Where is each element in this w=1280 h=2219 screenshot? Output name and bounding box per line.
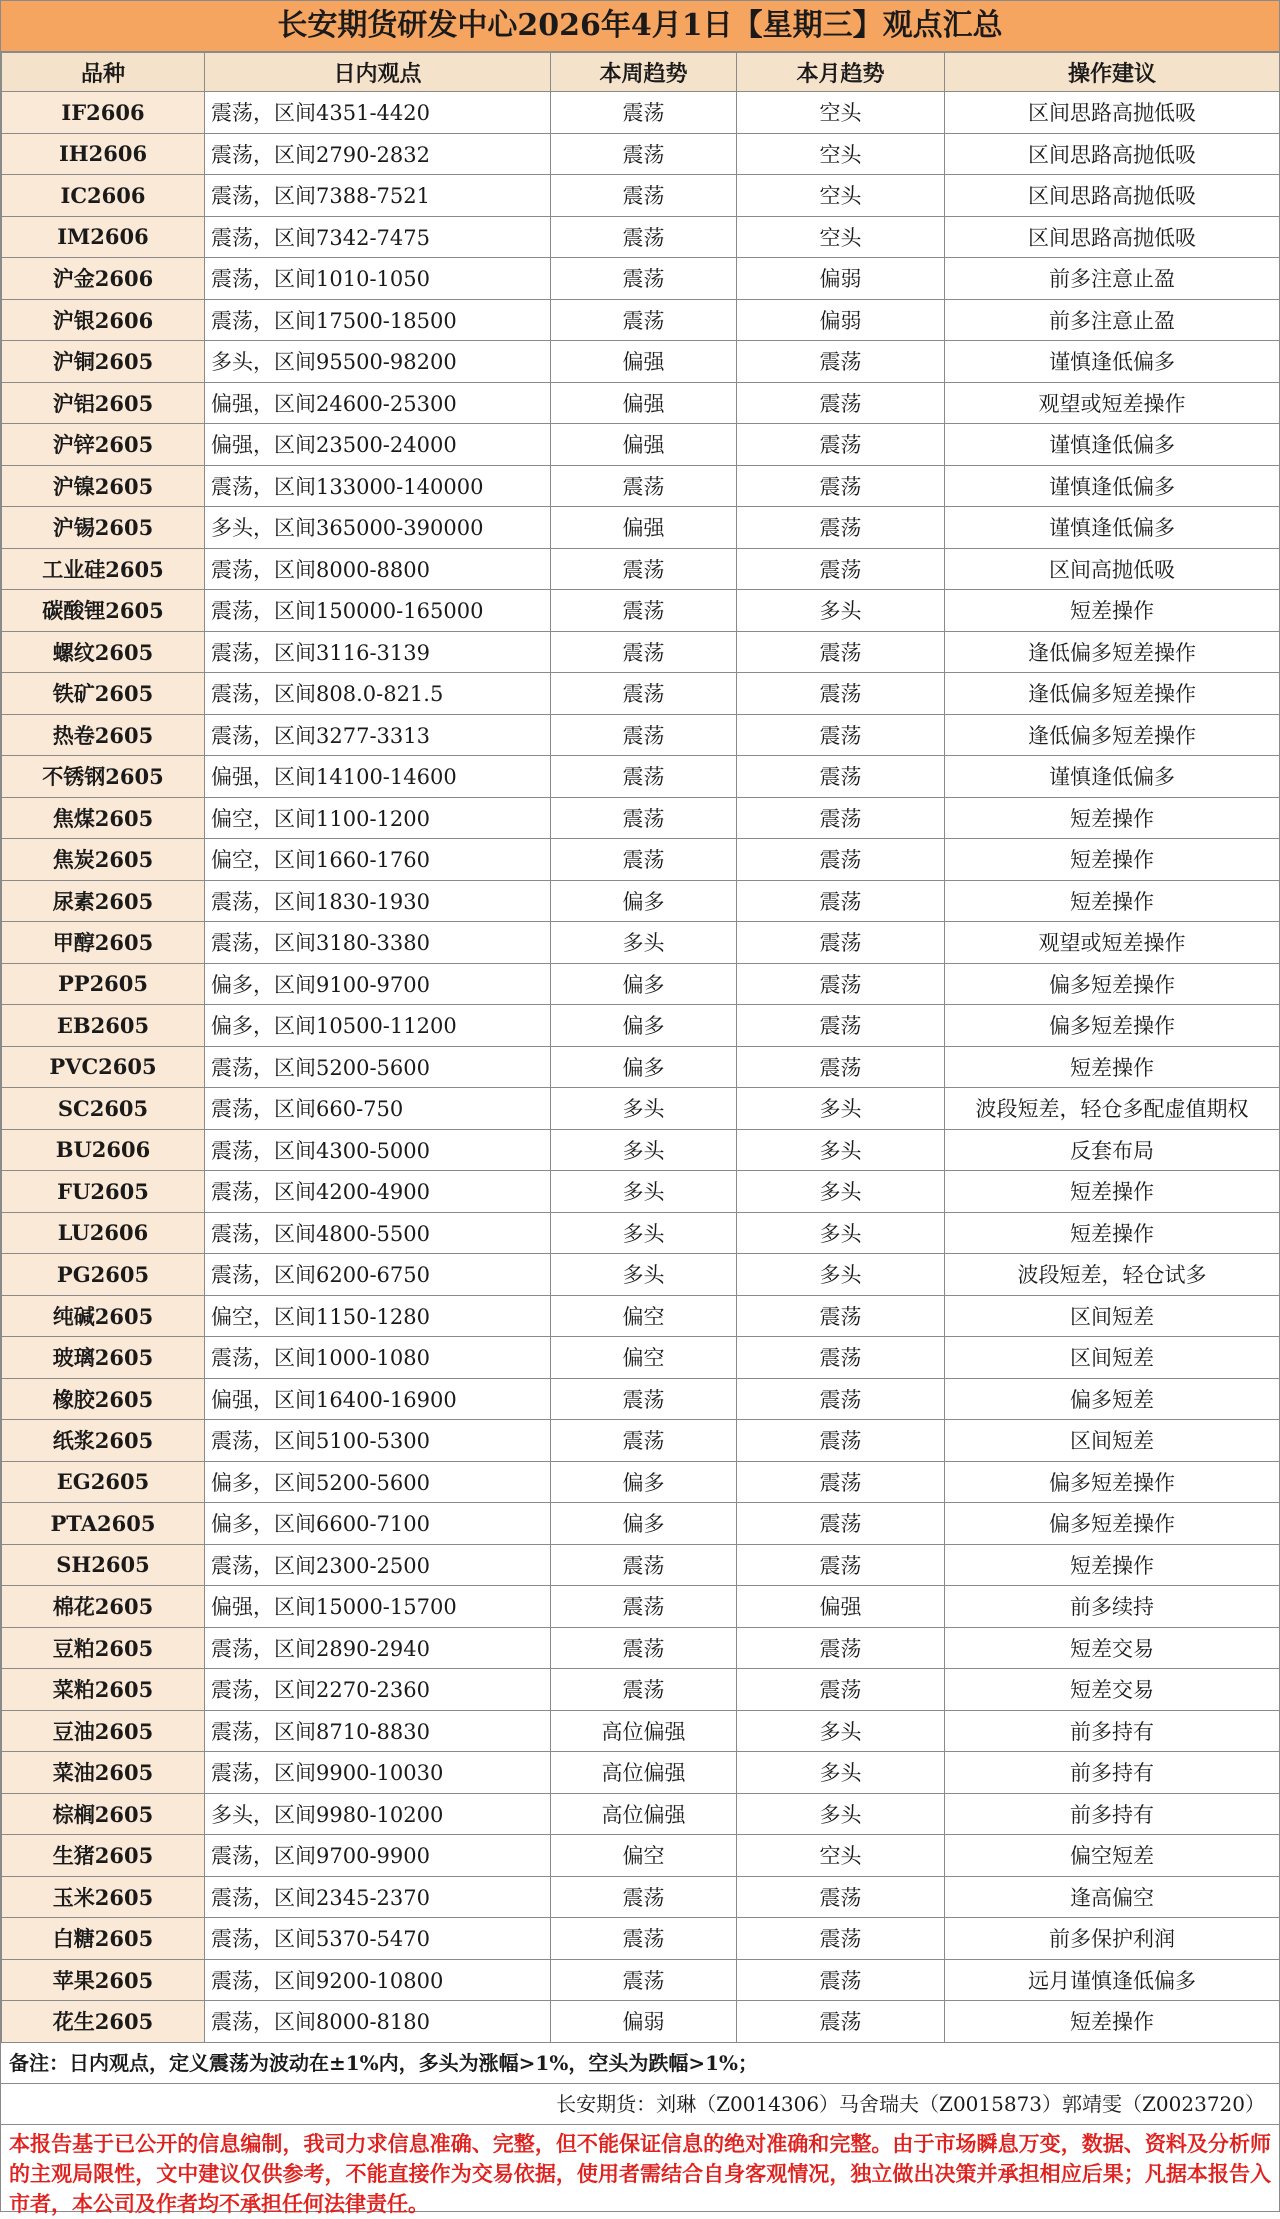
intraday-view-cell: 震荡，区间1830-1930 <box>205 880 551 922</box>
table-row <box>2 1503 1280 1545</box>
advice-cell: 短差操作 <box>945 590 1280 632</box>
weekly-trend-cell: 震荡 <box>551 1876 737 1918</box>
table-row <box>2 92 1280 134</box>
monthly-trend-cell: 空头 <box>737 216 945 258</box>
variety-cell: 尿素2605 <box>2 880 205 922</box>
table-row <box>2 839 1280 881</box>
variety-cell: 沪铝2605 <box>2 382 205 424</box>
table-row <box>2 1420 1280 1462</box>
intraday-view-cell: 震荡，区间150000-165000 <box>205 590 551 632</box>
monthly-trend-cell: 震荡 <box>737 424 945 466</box>
intraday-view-cell: 震荡，区间2345-2370 <box>205 1876 551 1918</box>
variety-cell: IM2606 <box>2 216 205 258</box>
intraday-view-cell: 震荡，区间3277-3313 <box>205 714 551 756</box>
table-row <box>2 1005 1280 1047</box>
variety-cell: 纯碱2605 <box>2 1295 205 1337</box>
monthly-trend-cell: 震荡 <box>737 1669 945 1711</box>
intraday-view-cell: 多头，区间365000-390000 <box>205 507 551 549</box>
variety-cell: 菜粕2605 <box>2 1669 205 1711</box>
advice-cell: 逢低偏多短差操作 <box>945 631 1280 673</box>
views-table <box>1 52 1280 2043</box>
intraday-view-cell: 震荡，区间9900-10030 <box>205 1752 551 1794</box>
weekly-trend-cell: 高位偏强 <box>551 1793 737 1835</box>
table-row <box>2 1212 1280 1254</box>
intraday-view-cell: 震荡，区间3180-3380 <box>205 922 551 964</box>
monthly-trend-cell: 震荡 <box>737 1503 945 1545</box>
table-row <box>2 1586 1280 1628</box>
weekly-trend-cell: 偏强 <box>551 341 737 383</box>
advice-cell: 远月谨慎逢低偏多 <box>945 1959 1280 2001</box>
variety-cell: 沪镍2605 <box>2 465 205 507</box>
intraday-view-cell: 震荡，区间9700-9900 <box>205 1835 551 1877</box>
table-body <box>2 92 1280 2043</box>
monthly-trend-cell: 震荡 <box>737 382 945 424</box>
weekly-trend-cell: 多头 <box>551 922 737 964</box>
table-row <box>2 2001 1280 2043</box>
intraday-view-cell: 震荡，区间5370-5470 <box>205 1918 551 1960</box>
notes: 备注：日内观点，定义震荡为波动在±1%内，多头为涨幅>1%，空头为跌幅>1%； <box>1 2043 1279 2084</box>
monthly-trend-cell: 多头 <box>737 1212 945 1254</box>
weekly-trend-cell: 高位偏强 <box>551 1752 737 1794</box>
monthly-trend-cell: 震荡 <box>737 880 945 922</box>
intraday-view-cell: 震荡，区间9200-10800 <box>205 1959 551 2001</box>
weekly-trend-cell: 偏空 <box>551 1835 737 1877</box>
table-row <box>2 673 1280 715</box>
weekly-trend-cell: 震荡 <box>551 1627 737 1669</box>
weekly-trend-cell: 震荡 <box>551 1544 737 1586</box>
monthly-trend-cell: 震荡 <box>737 963 945 1005</box>
advice-cell: 短差操作 <box>945 1212 1280 1254</box>
variety-cell: BU2606 <box>2 1129 205 1171</box>
monthly-trend-cell: 震荡 <box>737 1378 945 1420</box>
weekly-trend-cell: 震荡 <box>551 797 737 839</box>
table-row <box>2 465 1280 507</box>
table-row <box>2 1710 1280 1752</box>
variety-cell: 碳酸锂2605 <box>2 590 205 632</box>
advice-cell: 区间短差 <box>945 1295 1280 1337</box>
intraday-view-cell: 偏多，区间6600-7100 <box>205 1503 551 1545</box>
header-operation-advice: 操作建议 <box>945 53 1280 92</box>
table-row <box>2 714 1280 756</box>
advice-cell: 区间思路高抛低吸 <box>945 92 1280 134</box>
intraday-view-cell: 震荡，区间1010-1050 <box>205 258 551 300</box>
monthly-trend-cell: 震荡 <box>737 922 945 964</box>
table-row <box>2 175 1280 217</box>
weekly-trend-cell: 偏强 <box>551 507 737 549</box>
intraday-view-cell: 多头，区间95500-98200 <box>205 341 551 383</box>
advice-cell: 波段短差，轻仓试多 <box>945 1254 1280 1296</box>
advice-cell: 短差操作 <box>945 797 1280 839</box>
table-row <box>2 258 1280 300</box>
monthly-trend-cell: 多头 <box>737 1129 945 1171</box>
weekly-trend-cell: 偏强 <box>551 382 737 424</box>
variety-cell: 玻璃2605 <box>2 1337 205 1379</box>
intraday-view-cell: 震荡，区间5100-5300 <box>205 1420 551 1462</box>
weekly-trend-cell: 震荡 <box>551 1669 737 1711</box>
weekly-trend-cell: 偏多 <box>551 1046 737 1088</box>
variety-cell: PTA2605 <box>2 1503 205 1545</box>
table-row <box>2 424 1280 466</box>
intraday-view-cell: 偏空，区间1660-1760 <box>205 839 551 881</box>
weekly-trend-cell: 震荡 <box>551 133 737 175</box>
table-header-row <box>2 53 1280 92</box>
variety-cell: 棕榈2605 <box>2 1793 205 1835</box>
monthly-trend-cell: 震荡 <box>737 1959 945 2001</box>
monthly-trend-cell: 震荡 <box>737 631 945 673</box>
advice-cell: 区间高抛低吸 <box>945 548 1280 590</box>
advice-cell: 偏多短差操作 <box>945 1005 1280 1047</box>
table-row <box>2 216 1280 258</box>
monthly-trend-cell: 空头 <box>737 175 945 217</box>
weekly-trend-cell: 震荡 <box>551 1420 737 1462</box>
variety-cell: 纸浆2605 <box>2 1420 205 1462</box>
intraday-view-cell: 偏强，区间23500-24000 <box>205 424 551 466</box>
variety-cell: 工业硅2605 <box>2 548 205 590</box>
header-weekly-trend: 本周趋势 <box>551 53 737 92</box>
variety-cell: IH2606 <box>2 133 205 175</box>
intraday-view-cell: 偏空，区间1100-1200 <box>205 797 551 839</box>
weekly-trend-cell: 震荡 <box>551 839 737 881</box>
table-row <box>2 341 1280 383</box>
intraday-view-cell: 震荡，区间6200-6750 <box>205 1254 551 1296</box>
advice-cell: 谨慎逢低偏多 <box>945 465 1280 507</box>
advice-cell: 短差操作 <box>945 880 1280 922</box>
advice-cell: 区间短差 <box>945 1420 1280 1462</box>
table-row <box>2 590 1280 632</box>
advice-cell: 偏多短差 <box>945 1378 1280 1420</box>
intraday-view-cell: 偏空，区间1150-1280 <box>205 1295 551 1337</box>
monthly-trend-cell: 震荡 <box>737 673 945 715</box>
intraday-view-cell: 震荡，区间8000-8180 <box>205 2001 551 2043</box>
variety-cell: IC2606 <box>2 175 205 217</box>
monthly-trend-cell: 震荡 <box>737 548 945 590</box>
intraday-view-cell: 震荡，区间808.0-821.5 <box>205 673 551 715</box>
weekly-trend-cell: 震荡 <box>551 1378 737 1420</box>
weekly-trend-cell: 震荡 <box>551 1959 737 2001</box>
advice-cell: 观望或短差操作 <box>945 382 1280 424</box>
table-row <box>2 1046 1280 1088</box>
variety-cell: 沪铜2605 <box>2 341 205 383</box>
intraday-view-cell: 震荡，区间17500-18500 <box>205 299 551 341</box>
table-row <box>2 1129 1280 1171</box>
table-row <box>2 1337 1280 1379</box>
monthly-trend-cell: 震荡 <box>737 1337 945 1379</box>
variety-cell: PP2605 <box>2 963 205 1005</box>
weekly-trend-cell: 震荡 <box>551 299 737 341</box>
monthly-trend-cell: 多头 <box>737 1254 945 1296</box>
monthly-trend-cell: 空头 <box>737 92 945 134</box>
advice-cell: 前多持有 <box>945 1793 1280 1835</box>
monthly-trend-cell: 震荡 <box>737 756 945 798</box>
variety-cell: 菜油2605 <box>2 1752 205 1794</box>
table-row <box>2 1835 1280 1877</box>
monthly-trend-cell: 震荡 <box>737 1461 945 1503</box>
weekly-trend-cell: 偏空 <box>551 1337 737 1379</box>
advice-cell: 前多持有 <box>945 1752 1280 1794</box>
intraday-view-cell: 震荡，区间1000-1080 <box>205 1337 551 1379</box>
advice-cell: 区间短差 <box>945 1337 1280 1379</box>
intraday-view-cell: 震荡，区间5200-5600 <box>205 1046 551 1088</box>
intraday-view-cell: 偏强，区间16400-16900 <box>205 1378 551 1420</box>
advice-cell: 前多注意止盈 <box>945 299 1280 341</box>
weekly-trend-cell: 震荡 <box>551 673 737 715</box>
intraday-view-cell: 震荡，区间2300-2500 <box>205 1544 551 1586</box>
monthly-trend-cell: 震荡 <box>737 1918 945 1960</box>
variety-cell: 螺纹2605 <box>2 631 205 673</box>
weekly-trend-cell: 多头 <box>551 1171 737 1213</box>
monthly-trend-cell: 震荡 <box>737 797 945 839</box>
weekly-trend-cell: 偏强 <box>551 424 737 466</box>
monthly-trend-cell: 震荡 <box>737 1046 945 1088</box>
variety-cell: 焦煤2605 <box>2 797 205 839</box>
intraday-view-cell: 震荡，区间2790-2832 <box>205 133 551 175</box>
variety-cell: 甲醇2605 <box>2 922 205 964</box>
variety-cell: 热卷2605 <box>2 714 205 756</box>
table-row <box>2 1793 1280 1835</box>
weekly-trend-cell: 震荡 <box>551 590 737 632</box>
weekly-trend-cell: 偏多 <box>551 1461 737 1503</box>
table-row <box>2 1461 1280 1503</box>
weekly-trend-cell: 震荡 <box>551 756 737 798</box>
header-variety: 品种 <box>2 53 205 92</box>
advice-cell: 短差操作 <box>945 839 1280 881</box>
advice-cell: 谨慎逢低偏多 <box>945 424 1280 466</box>
disclaimer: 本报告基于已公开的信息编制，我司力求信息准确、完整，但不能保证信息的绝对准确和完整。由于市场瞬息万变，数据、资料及分析师的主观局限性，文中建议仅供参考，不能直接作为交易依据，使用者需结合自身客观情况，独立做出决策并承担相应后果；凡据本报告入市者，本公司及作者均不承担任何法律责任。 <box>9 2130 1271 2216</box>
advice-cell: 偏空短差 <box>945 1835 1280 1877</box>
intraday-view-cell: 震荡，区间4200-4900 <box>205 1171 551 1213</box>
variety-cell: FU2605 <box>2 1171 205 1213</box>
intraday-view-cell: 震荡，区间7388-7521 <box>205 175 551 217</box>
advice-cell: 观望或短差操作 <box>945 922 1280 964</box>
variety-cell: 沪锡2605 <box>2 507 205 549</box>
monthly-trend-cell: 多头 <box>737 590 945 632</box>
variety-cell: 铁矿2605 <box>2 673 205 715</box>
header-monthly-trend: 本月趋势 <box>737 53 945 92</box>
intraday-view-cell: 震荡，区间4800-5500 <box>205 1212 551 1254</box>
weekly-trend-cell: 震荡 <box>551 216 737 258</box>
monthly-trend-cell: 震荡 <box>737 2001 945 2043</box>
variety-cell: SH2605 <box>2 1544 205 1586</box>
variety-cell: PVC2605 <box>2 1046 205 1088</box>
monthly-trend-cell: 多头 <box>737 1793 945 1835</box>
variety-cell: 花生2605 <box>2 2001 205 2043</box>
intraday-view-cell: 偏多，区间5200-5600 <box>205 1461 551 1503</box>
variety-cell: 苹果2605 <box>2 1959 205 2001</box>
weekly-trend-cell: 多头 <box>551 1254 737 1296</box>
monthly-trend-cell: 偏强 <box>737 1586 945 1628</box>
intraday-view-cell: 震荡，区间7342-7475 <box>205 216 551 258</box>
advice-cell: 短差操作 <box>945 1046 1280 1088</box>
variety-cell: 豆油2605 <box>2 1710 205 1752</box>
weekly-trend-cell: 偏弱 <box>551 2001 737 2043</box>
table-row <box>2 631 1280 673</box>
monthly-trend-cell: 震荡 <box>737 714 945 756</box>
intraday-view-cell: 震荡，区间2890-2940 <box>205 1627 551 1669</box>
monthly-trend-cell: 震荡 <box>737 1544 945 1586</box>
table-row <box>2 963 1280 1005</box>
monthly-trend-cell: 震荡 <box>737 465 945 507</box>
intraday-view-cell: 震荡，区间8000-8800 <box>205 548 551 590</box>
advice-cell: 逢高偏空 <box>945 1876 1280 1918</box>
monthly-trend-cell: 震荡 <box>737 1295 945 1337</box>
advice-cell: 逢低偏多短差操作 <box>945 673 1280 715</box>
table-row <box>2 1378 1280 1420</box>
table-row <box>2 880 1280 922</box>
monthly-trend-cell: 震荡 <box>737 341 945 383</box>
monthly-trend-cell: 多头 <box>737 1088 945 1130</box>
variety-cell: LU2606 <box>2 1212 205 1254</box>
variety-cell: 白糖2605 <box>2 1918 205 1960</box>
table-row <box>2 507 1280 549</box>
advice-cell: 前多保护利润 <box>945 1918 1280 1960</box>
monthly-trend-cell: 震荡 <box>737 1420 945 1462</box>
advice-cell: 短差交易 <box>945 1669 1280 1711</box>
advice-cell: 逢低偏多短差操作 <box>945 714 1280 756</box>
intraday-view-cell: 震荡，区间8710-8830 <box>205 1710 551 1752</box>
advice-cell: 区间思路高抛低吸 <box>945 216 1280 258</box>
monthly-trend-cell: 空头 <box>737 1835 945 1877</box>
weekly-trend-cell: 震荡 <box>551 1586 737 1628</box>
weekly-trend-cell: 偏多 <box>551 963 737 1005</box>
advice-cell: 区间思路高抛低吸 <box>945 175 1280 217</box>
variety-cell: 玉米2605 <box>2 1876 205 1918</box>
advice-cell: 前多注意止盈 <box>945 258 1280 300</box>
table-row <box>2 1544 1280 1586</box>
weekly-trend-cell: 震荡 <box>551 258 737 300</box>
variety-cell: SC2605 <box>2 1088 205 1130</box>
monthly-trend-cell: 空头 <box>737 133 945 175</box>
weekly-trend-cell: 震荡 <box>551 631 737 673</box>
table-row <box>2 1959 1280 2001</box>
variety-cell: IF2606 <box>2 92 205 134</box>
advice-cell: 短差操作 <box>945 1544 1280 1586</box>
weekly-trend-cell: 偏多 <box>551 880 737 922</box>
intraday-view-cell: 偏多，区间9100-9700 <box>205 963 551 1005</box>
intraday-view-cell: 震荡，区间4351-4420 <box>205 92 551 134</box>
table-row <box>2 382 1280 424</box>
monthly-trend-cell: 偏弱 <box>737 299 945 341</box>
variety-cell: 不锈钢2605 <box>2 756 205 798</box>
table-row <box>2 1254 1280 1296</box>
weekly-trend-cell: 震荡 <box>551 714 737 756</box>
intraday-view-cell: 震荡，区间660-750 <box>205 1088 551 1130</box>
variety-cell: 焦炭2605 <box>2 839 205 881</box>
advice-cell: 偏多短差操作 <box>945 1503 1280 1545</box>
monthly-trend-cell: 震荡 <box>737 1005 945 1047</box>
weekly-trend-cell: 多头 <box>551 1212 737 1254</box>
advice-cell: 前多续持 <box>945 1586 1280 1628</box>
variety-cell: PG2605 <box>2 1254 205 1296</box>
table-row <box>2 548 1280 590</box>
intraday-view-cell: 偏强，区间24600-25300 <box>205 382 551 424</box>
monthly-trend-cell: 多头 <box>737 1752 945 1794</box>
weekly-trend-cell: 震荡 <box>551 548 737 590</box>
header-intraday-view: 日内观点 <box>205 53 551 92</box>
intraday-view-cell: 偏多，区间10500-11200 <box>205 1005 551 1047</box>
monthly-trend-cell: 多头 <box>737 1710 945 1752</box>
weekly-trend-cell: 震荡 <box>551 1918 737 1960</box>
variety-cell: 沪金2606 <box>2 258 205 300</box>
weekly-trend-cell: 偏多 <box>551 1503 737 1545</box>
weekly-trend-cell: 多头 <box>551 1088 737 1130</box>
variety-cell: 沪锌2605 <box>2 424 205 466</box>
advice-cell: 前多持有 <box>945 1710 1280 1752</box>
advice-cell: 偏多短差操作 <box>945 1461 1280 1503</box>
advice-cell: 反套布局 <box>945 1129 1280 1171</box>
table-row <box>2 797 1280 839</box>
table-row <box>2 1295 1280 1337</box>
table-row <box>2 1088 1280 1130</box>
variety-cell: 橡胶2605 <box>2 1378 205 1420</box>
advice-cell: 谨慎逢低偏多 <box>945 756 1280 798</box>
table-row <box>2 1752 1280 1794</box>
variety-cell: 豆粕2605 <box>2 1627 205 1669</box>
table-row <box>2 1918 1280 1960</box>
advice-cell: 谨慎逢低偏多 <box>945 507 1280 549</box>
intraday-view-cell: 震荡，区间4300-5000 <box>205 1129 551 1171</box>
table-row <box>2 1669 1280 1711</box>
variety-cell: 沪银2606 <box>2 299 205 341</box>
table-row <box>2 1171 1280 1213</box>
intraday-view-cell: 偏强，区间14100-14600 <box>205 756 551 798</box>
variety-cell: EB2605 <box>2 1005 205 1047</box>
advice-cell: 短差操作 <box>945 1171 1280 1213</box>
weekly-trend-cell: 高位偏强 <box>551 1710 737 1752</box>
monthly-trend-cell: 震荡 <box>737 1876 945 1918</box>
variety-cell: EG2605 <box>2 1461 205 1503</box>
advice-cell: 短差交易 <box>945 1627 1280 1669</box>
monthly-trend-cell: 震荡 <box>737 507 945 549</box>
monthly-trend-cell: 震荡 <box>737 839 945 881</box>
monthly-trend-cell: 多头 <box>737 1171 945 1213</box>
weekly-trend-cell: 偏空 <box>551 1295 737 1337</box>
intraday-view-cell: 震荡，区间3116-3139 <box>205 631 551 673</box>
weekly-trend-cell: 震荡 <box>551 92 737 134</box>
advice-cell: 波段短差，轻仓多配虚值期权 <box>945 1088 1280 1130</box>
advice-cell: 区间思路高抛低吸 <box>945 133 1280 175</box>
table-row <box>2 756 1280 798</box>
report-title: 长安期货研发中心2026年4月1日【星期三】观点汇总 <box>1 1 1279 52</box>
advice-cell: 偏多短差操作 <box>945 963 1280 1005</box>
table-row <box>2 133 1280 175</box>
intraday-view-cell: 偏强，区间15000-15700 <box>205 1586 551 1628</box>
intraday-view-cell: 震荡，区间2270-2360 <box>205 1669 551 1711</box>
variety-cell: 生猪2605 <box>2 1835 205 1877</box>
advice-cell: 短差操作 <box>945 2001 1280 2043</box>
advice-cell: 谨慎逢低偏多 <box>945 341 1280 383</box>
monthly-trend-cell: 震荡 <box>737 1627 945 1669</box>
weekly-trend-cell: 多头 <box>551 1129 737 1171</box>
weekly-trend-cell: 震荡 <box>551 175 737 217</box>
table-row <box>2 299 1280 341</box>
table-row <box>2 1876 1280 1918</box>
intraday-view-cell: 震荡，区间133000-140000 <box>205 465 551 507</box>
table-row <box>2 922 1280 964</box>
weekly-trend-cell: 震荡 <box>551 465 737 507</box>
variety-cell: 棉花2605 <box>2 1586 205 1628</box>
authors: 长安期货：刘琳（Z0014306）马舍瑞夫（Z0015873）郭靖雯（Z0023720） <box>1 2084 1279 2125</box>
intraday-view-cell: 多头，区间9980-10200 <box>205 1793 551 1835</box>
monthly-trend-cell: 偏弱 <box>737 258 945 300</box>
weekly-trend-cell: 偏多 <box>551 1005 737 1047</box>
table-row <box>2 1627 1280 1669</box>
